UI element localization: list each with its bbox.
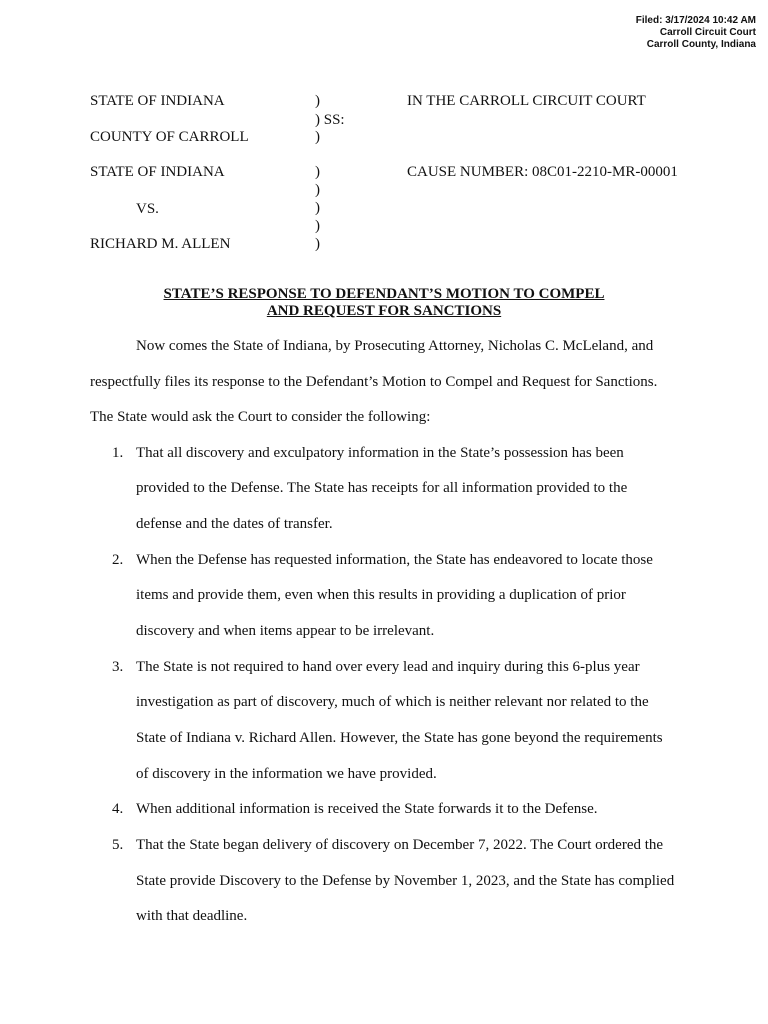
- intro-line: respectfully files its response to the Defendant’s Motion to Compel and Request for Sanctions.: [90, 374, 658, 390]
- caption-county: COUNTY OF CARROLL: [90, 129, 249, 145]
- caption-paren: ): [315, 200, 320, 216]
- list-item-number: 3.: [112, 659, 124, 675]
- caption-paren: ): [315, 129, 320, 145]
- list-item-line: defense and the dates of transfer.: [136, 516, 333, 532]
- caption-state: STATE OF INDIANA: [90, 93, 225, 109]
- list-item-line: with that deadline.: [136, 908, 248, 924]
- list-item-line: When additional information is received the State forwards it to the Defense.: [136, 801, 598, 817]
- caption-ss: ) SS:: [315, 112, 345, 128]
- list-item-number: 5.: [112, 837, 124, 853]
- filing-stamp: [636, 15, 756, 51]
- list-item-line: provided to the Defense. The State has receipts for all information provided to the: [136, 480, 628, 496]
- list-item-line: investigation as part of discovery, much of which is neither relevant nor related to the: [136, 694, 649, 710]
- list-item-line: State provide Discovery to the Defense by November 1, 2023, and the State has complied: [136, 873, 675, 889]
- list-item-line: That all discovery and exculpatory information in the State’s possession has been: [136, 445, 624, 461]
- caption-vs: VS.: [136, 201, 159, 217]
- filing-stamp-county: Carroll County, Indiana: [646, 39, 756, 50]
- list-item-line: discovery and when items appear to be irrelevant.: [136, 623, 435, 639]
- caption-plaintiff: STATE OF INDIANA: [90, 164, 225, 180]
- list-item-line: That the State began delivery of discovery on December 7, 2022. The Court ordered the: [136, 837, 664, 853]
- list-item-number: 4.: [112, 801, 124, 817]
- caption-paren: ): [315, 182, 320, 198]
- caption-paren: ): [315, 164, 320, 180]
- document-title-line-2: AND REQUEST FOR SANCTIONS: [266, 303, 502, 319]
- intro-line: Now comes the State of Indiana, by Prosecuting Attorney, Nicholas C. McLeland, and: [136, 338, 654, 354]
- list-item-number: 2.: [112, 552, 124, 568]
- caption-court: IN THE CARROLL CIRCUIT COURT: [407, 93, 646, 109]
- caption-defendant: RICHARD M. ALLEN: [90, 236, 231, 252]
- list-item-line: items and provide them, even when this results in providing a duplication of prior: [136, 587, 626, 603]
- caption-paren: ): [315, 93, 320, 109]
- list-item-line: of discovery in the information we have provided.: [136, 766, 437, 782]
- filing-stamp-court: Carroll Circuit Court: [659, 27, 756, 38]
- intro-line: The State would ask the Court to consider the following:: [90, 409, 431, 425]
- list-item-line: The State is not required to hand over every lead and inquiry during this 6-plus year: [136, 659, 640, 675]
- caption-paren: ): [315, 218, 320, 234]
- filing-stamp-date: Filed: 3/17/2024 10:42 AM: [635, 15, 756, 26]
- caption-paren: ): [315, 236, 320, 252]
- caption-cause-number: CAUSE NUMBER: 08C01-2210-MR-00001: [407, 164, 678, 180]
- list-item-number: 1.: [112, 445, 124, 461]
- list-item-line: When the Defense has requested information, the State has endeavored to locate those: [136, 552, 653, 568]
- document-title-line-1: STATE’S RESPONSE TO DEFENDANT’S MOTION TO COMPEL: [163, 286, 605, 302]
- list-item-line: State of Indiana v. Richard Allen. However, the State has gone beyond the requirements: [136, 730, 663, 746]
